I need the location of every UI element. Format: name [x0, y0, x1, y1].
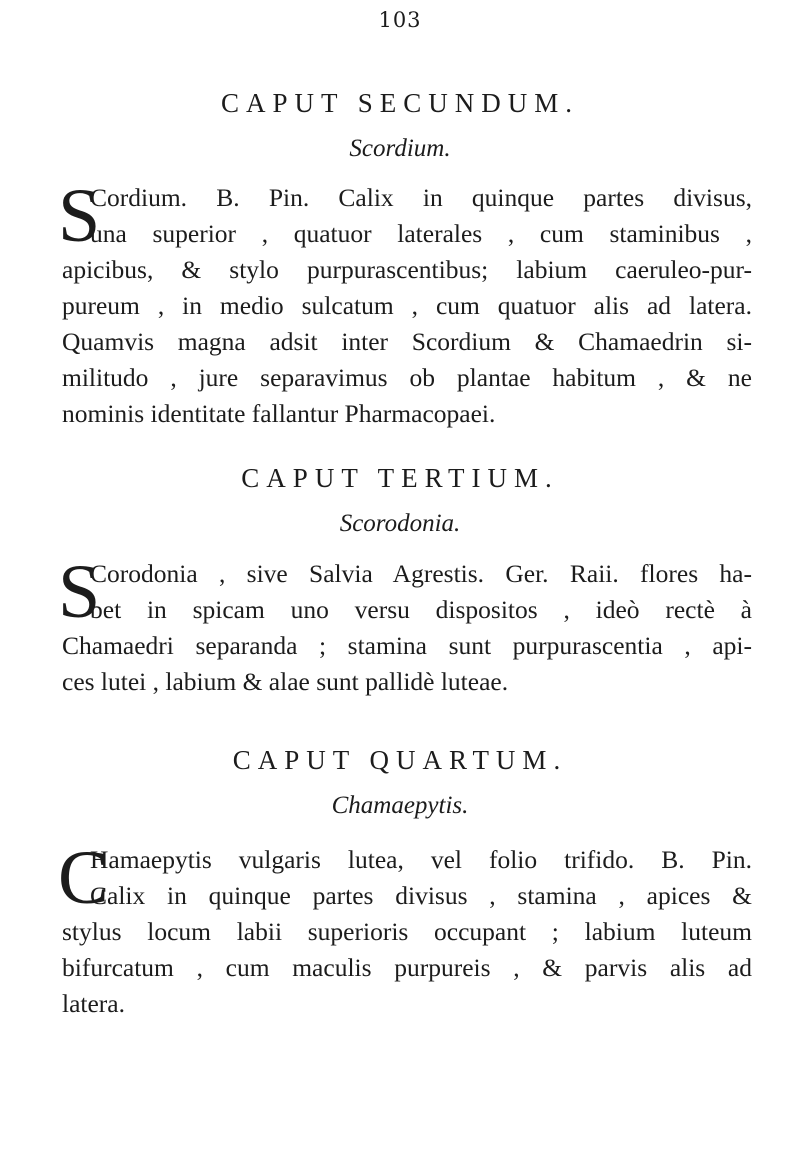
- text-line: pureum , in medio sulcatum , cum quatuor alis ad latera.: [62, 291, 752, 320]
- chapter-text: [58, 174, 752, 432]
- drop-cap-initial: C: [58, 836, 109, 920]
- page-number: 103: [378, 8, 422, 32]
- chapter-subtitle: Chamaepytis.: [331, 792, 469, 819]
- chapter-heading: CAPUT TERTIUM.: [241, 463, 559, 493]
- chapter-subtitle: Scorodonia.: [339, 510, 461, 537]
- text-line: nominis identitate fallantur Pharmacopaei.: [62, 399, 496, 428]
- drop-cap-initial: S: [58, 174, 101, 258]
- text-line: bifurcatum , cum maculis purpureis , & parvis alis ad: [62, 953, 752, 982]
- text-line: bet in spicam uno versu dispositos , ideò rectè à: [90, 595, 752, 624]
- chapter-text: [58, 550, 752, 700]
- text-line: Calix in quinque partes divisus , stamina , apices &: [90, 881, 752, 910]
- text-line: militudo , jure separavimus ob plantae habitum , & ne: [62, 363, 752, 392]
- drop-cap-initial: S: [58, 550, 101, 634]
- text-line: ces lutei , labium & alae sunt pallidè luteae.: [62, 667, 509, 696]
- text-line: Cordium. B. Pin. Calix in quinque partes divisus,: [90, 183, 752, 212]
- text-line: latera.: [62, 989, 125, 1018]
- chapter-heading: CAPUT SECUNDUM.: [220, 88, 580, 118]
- text-line: una superior , quatuor laterales , cum staminibus ,: [90, 219, 752, 248]
- chapter-heading: CAPUT QUARTUM.: [232, 745, 568, 775]
- text-line: Hamaepytis vulgaris lutea, vel folio trifido. B. Pin.: [90, 845, 752, 874]
- text-line: Corodonia , sive Salvia Agrestis. Ger. Raii. flores ha-: [90, 559, 752, 588]
- text-line: Chamaedri separanda ; stamina sunt purpurascentia , api-: [62, 631, 752, 660]
- text-line: Quamvis magna adsit inter Scordium & Chamaedrin si-: [62, 327, 752, 356]
- chapter-subtitle: Scordium.: [349, 135, 451, 162]
- text-line: stylus locum labii superioris occupant ; labium luteum: [62, 917, 752, 946]
- chapter-text: [58, 836, 752, 1022]
- text-line: apicibus, & stylo purpurascentibus; labium caeruleo-pur-: [62, 255, 752, 284]
